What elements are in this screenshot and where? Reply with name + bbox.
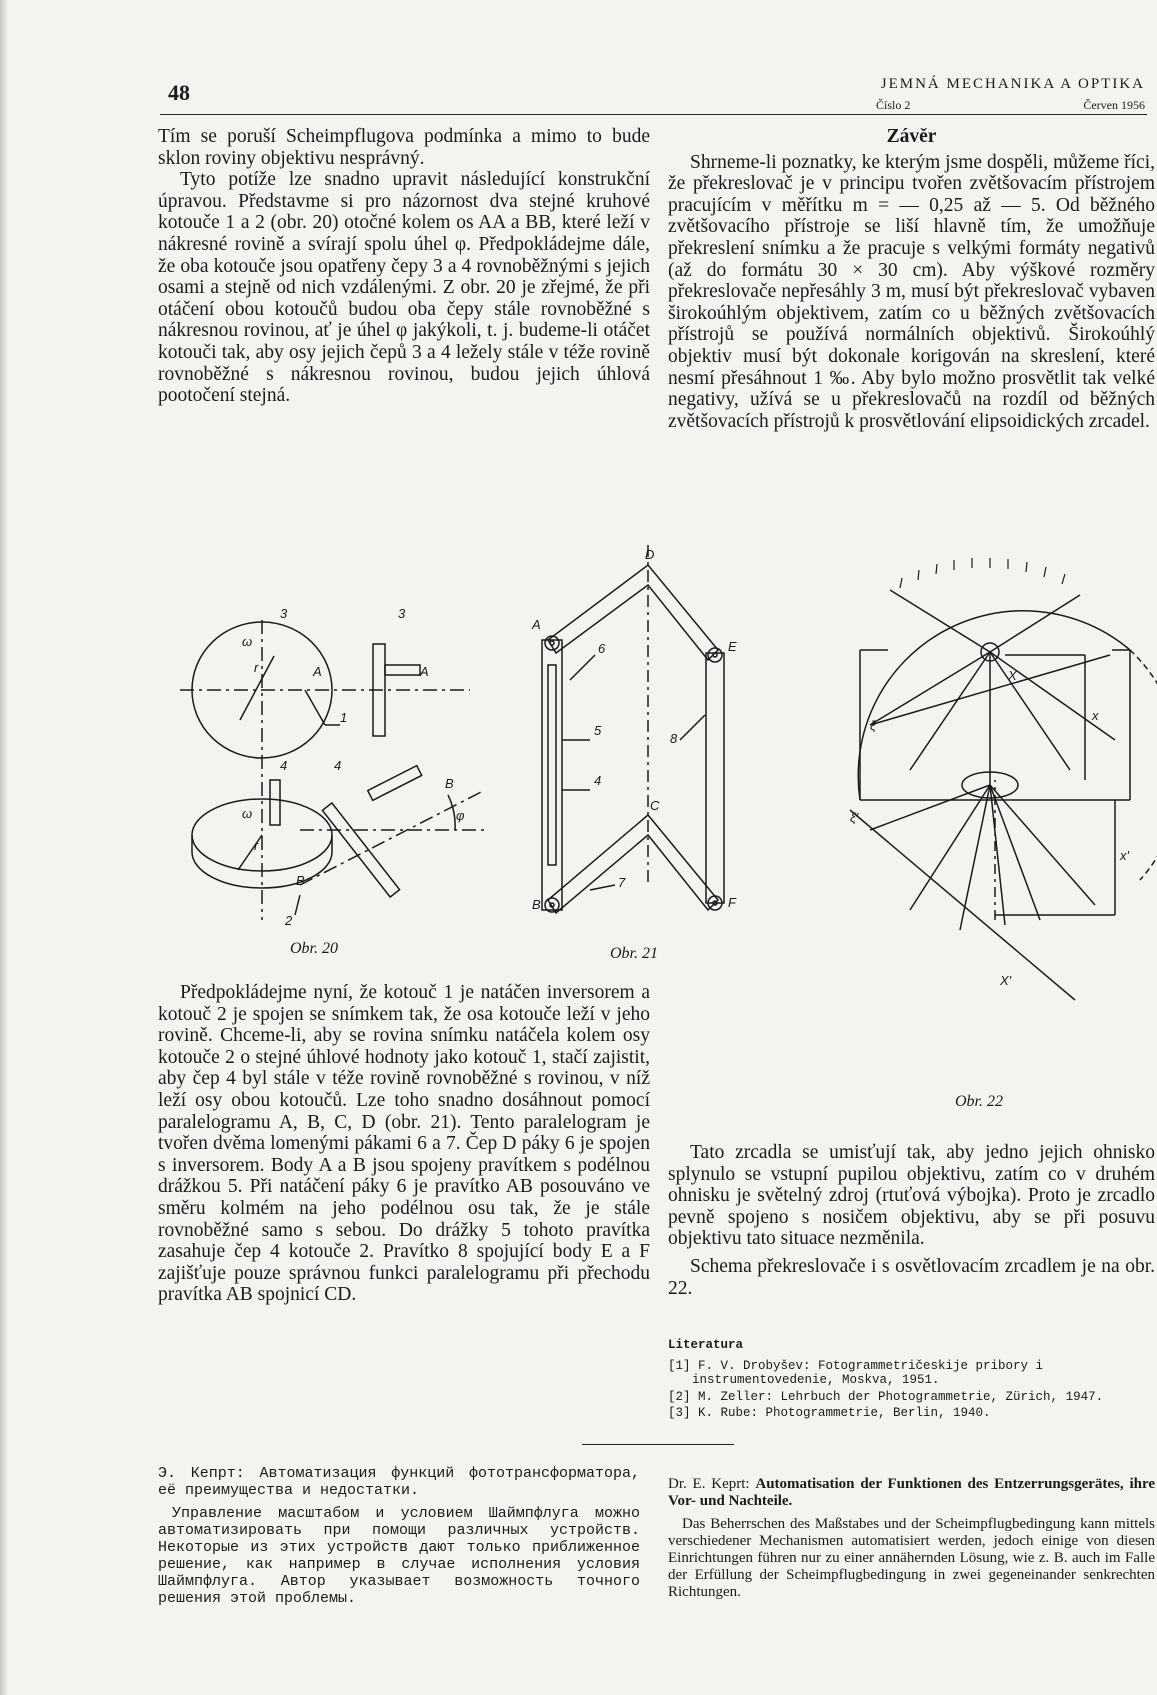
- easel-plane: [850, 810, 1075, 1000]
- journal-title: JEMNÁ MECHANIKA A OPTIKA: [880, 76, 1145, 92]
- figure-21-caption: Obr. 21: [610, 945, 659, 962]
- figure-22-drawing: [830, 560, 1150, 1070]
- fig20-label-omega: ω: [242, 634, 253, 649]
- fig20-label-phi: φ: [456, 808, 465, 823]
- pin-4-side: [368, 766, 422, 801]
- ruler-8: [706, 653, 724, 903]
- paragraph: Tím se poruší Scheimpflugova podmínka a mimo to bude sklon roviny objektivu nesprávný.: [158, 126, 650, 169]
- literature-heading: Literatura: [668, 1338, 744, 1352]
- paragraph: Předpokládejme nyní, že kotouč 1 je natáčen inversorem a kotouč 2 je spojen se snímkem tak, že osa kotouče leží v jeho rovině. Chceme-li, aby se rovina snímku natáčela kolem osy kotouče 2 o stejné úhlové hodnoty jako kotouč 1, stačí zajistit, aby čep 4 byl stále v téže rovině rovnoběžné s rovinou, v níž leží osy obou kotoučů. Lze toho snadno dosáhnout pomocí paralelogramu A, B, C, D (obr. 21). Tento paralelogram je tvořen dvěma lomenými pákami 6 a 7. Čep D páky 6 je spojen s inversorem. Body A a B jsou spojeny pravítkem s podélnou drážkou 5. Při natáčení páky 6 je pravítko AB posouváno ve směru kolmém na jeho podélnou osu tak, že je stále rovnoběžné samo s sebou. Do drážky 5 tohoto pravítka zasahuje čep 4 kotouče 2. Pravítko 8 spojující body E a F zajišťuje pouze správnou funkci paralelogramu při přechodu pravítka AB spojnicí CD.: [158, 982, 650, 1306]
- right-column-bottom: [668, 1142, 1155, 1299]
- summary-de-author: Dr. E. Keprt:: [668, 1476, 750, 1492]
- figure-20-caption: Obr. 20: [290, 940, 339, 957]
- summary-de-heading: [668, 1476, 1155, 1510]
- left-column-bottom: [158, 982, 650, 1306]
- fig21-label-F: F: [728, 895, 736, 910]
- summary-divider: [582, 1444, 734, 1445]
- literature-ref: [2] M. Zeller: Lehrbuch der Photogrammetrie, Zürich, 1947.: [668, 1389, 1104, 1404]
- summary-ru-title: Э. Кепрт: Автоматизация функций фототрансформатора, её преимущества и недостатки.: [158, 1465, 640, 1499]
- fig21-label-D: D: [645, 547, 655, 562]
- section-heading: Závěr: [886, 126, 937, 147]
- fig21-label-C: C: [650, 798, 660, 813]
- fig20-label-3: 3: [398, 606, 406, 621]
- pin-3-side: [385, 665, 420, 675]
- fig20-label-omega: ω: [242, 806, 253, 821]
- right-column-top: [668, 126, 1155, 432]
- figure-22-caption: Obr. 22: [955, 1093, 1004, 1110]
- fig21-label-7: 7: [618, 875, 626, 890]
- fig20-label-B: B: [296, 873, 305, 888]
- issue-number: Číslo 2: [876, 98, 911, 112]
- summary-russian: [158, 1465, 640, 1607]
- paragraph: Schema překreslovače i s osvětlovacím zrcadlem je na obr. 22.: [668, 1255, 1155, 1299]
- summary-german: [668, 1476, 1155, 1601]
- header-rule: [160, 114, 1147, 115]
- fig20-label-r: r: [254, 660, 259, 675]
- literature-ref: [1] F. V. Drobyšev: Fotogrammetričeskije pribory i instrumentovedenie, Moskva, 1951.: [668, 1358, 1044, 1387]
- fig20-label-A: A: [420, 664, 429, 679]
- fig20-label-A: A: [313, 664, 322, 679]
- issue-line: [876, 98, 1145, 113]
- summary-ru-body: Управление масштабом и условием Шаймпфлуга можно автоматизировать при помощи различных устройств. Некоторые из этих устройств дают только приближенное решение, как например в случае исполнения условия Шаймпфлуга. Автор указывает возможность точного решения этой проблемы.: [158, 1505, 640, 1607]
- slot-5: [548, 665, 556, 865]
- fig21-label-A: A: [532, 617, 541, 632]
- fig21-label-8: 8: [670, 731, 678, 746]
- left-column-top: [158, 126, 650, 407]
- fig21-label-B: B: [532, 897, 541, 912]
- literature-ref: [3] K. Rube: Photogrammetrie, Berlin, 1940.: [668, 1406, 991, 1420]
- ruler-AB: [542, 640, 562, 910]
- fig20-label-3: 3: [280, 606, 288, 621]
- paragraph: Shrneme-li poznatky, ke kterým jsme dospěli, můžeme říci, že překreslovač je v principu tvořen zvětšovacím přístrojem pracujícím v měřítku m = — 0,25 až — 5. Od běžného zvětšovacího přístroje se liší hlavně tím, že umožňuje překreslení snímku a že pracuje s velkými formáty negativů (až do formátu 30 × 30 cm). Aby výškové rozměry překreslovače nepřesáhly 3 m, musí být překreslovač vybaven širokoúhlým objektivem, zatím co u běžných zvětšovacích přístrojů se používá normálních objektivů. Širokoúhlý objektiv musí být dokonale korigován na skreslení, které nesmí přesáhnout 1 ‰. Aby bylo možno prosvětlit tak velké negativy, užívá se u překreslovačů na rozdíl od běžných zvětšovacích přístrojů k prosvětlování elipsoidických zrcadel.: [668, 151, 1155, 432]
- fig20-label-r: r: [254, 838, 259, 853]
- figure-20-drawing: [180, 606, 510, 950]
- fig22-label-xi: ξ: [870, 718, 876, 733]
- pin-4: [270, 780, 280, 825]
- axis-B: [300, 790, 485, 885]
- fig22-label-X: X: [1008, 668, 1017, 683]
- fig20-label-4: 4: [334, 758, 342, 773]
- fig20-label-1: 1: [340, 710, 348, 725]
- fig21-label-6: 6: [598, 641, 606, 656]
- literature-section: [668, 1338, 1155, 1423]
- summary-de-title: Automatisation der Funktionen des Entzerrungsgerätes, ihre Vor- und Nachteile.: [668, 1476, 1155, 1509]
- figure-21-drawing: [530, 545, 750, 935]
- fig22-label-x-prime: x': [1120, 848, 1129, 863]
- fig22-label-xi-prime: ξ': [850, 810, 859, 825]
- fig20-label-B: B: [445, 776, 454, 791]
- issue-date: Červen 1956: [1083, 98, 1145, 112]
- disk-2-side: [322, 803, 399, 897]
- fig20-label-4: 4: [280, 758, 288, 773]
- page-spine-shadow: [0, 0, 8, 1695]
- page-number: 48: [168, 80, 190, 105]
- summary-de-body: Das Beherrschen des Maßstabes und der Scheimpflugbedingung kann mittels verschiedener Mechanismen automatisiert werden, jedoch einige von diesen Einrichtungen führen nur zu einer annähernden Lösung, wie z. B. auch im Falle der Erfüllung der Scheimpflugbedingung in zwei gegeneinander senkrechten Richtungen.: [668, 1516, 1155, 1600]
- paragraph: Tyto potíže lze snadno upravit následující konstrukční úpravou. Představme si pro názornost dva stejné kruhové kotouče 1 a 2 (obr. 20) otočné kolem os AA a BB, které leží v nákresné rovině a svírají spolu úhel φ. Předpokládejme dále, že oba kotouče jsou opatřeny čepy 3 a 4 rovnoběžnými s jejich osami a stejně od nich vzdálenými. Z obr. 20 je zřejmé, že při otáčení obou kotoučů budou oba čepy stále rovnoběžné s nákresnou rovinou, ať je úhel φ jakýkoli, t. j. budeme-li otáčet kotouči tak, aby osy jejich čepů 3 a 4 ležely stále v téže rovině rovnoběžné s nákresnou rovinou, budou jejich úhlová pootočení stejná.: [158, 169, 650, 407]
- lever-6: [548, 565, 718, 660]
- lever-7: [548, 815, 718, 913]
- fig22-label-x: x: [1092, 708, 1099, 723]
- fig21-label-4: 4: [594, 773, 602, 788]
- fig20-label-2: 2: [285, 913, 293, 928]
- fig21-label-E: E: [728, 639, 737, 654]
- fig21-label-5: 5: [594, 723, 602, 738]
- fig22-label-X-prime: X': [1000, 973, 1012, 988]
- paragraph: Tato zrcadla se umisťují tak, aby jedno jejich ohnisko splynulo se vstupní pupilou objektivu, zatím co v druhém ohnisku je světelný zdroj (rtuťová výbojka). Proto je zrcadlo pevně spojeno s nosičem objektivu, aby se při posuvu objektivu tato situace nezměnila.: [668, 1142, 1155, 1250]
